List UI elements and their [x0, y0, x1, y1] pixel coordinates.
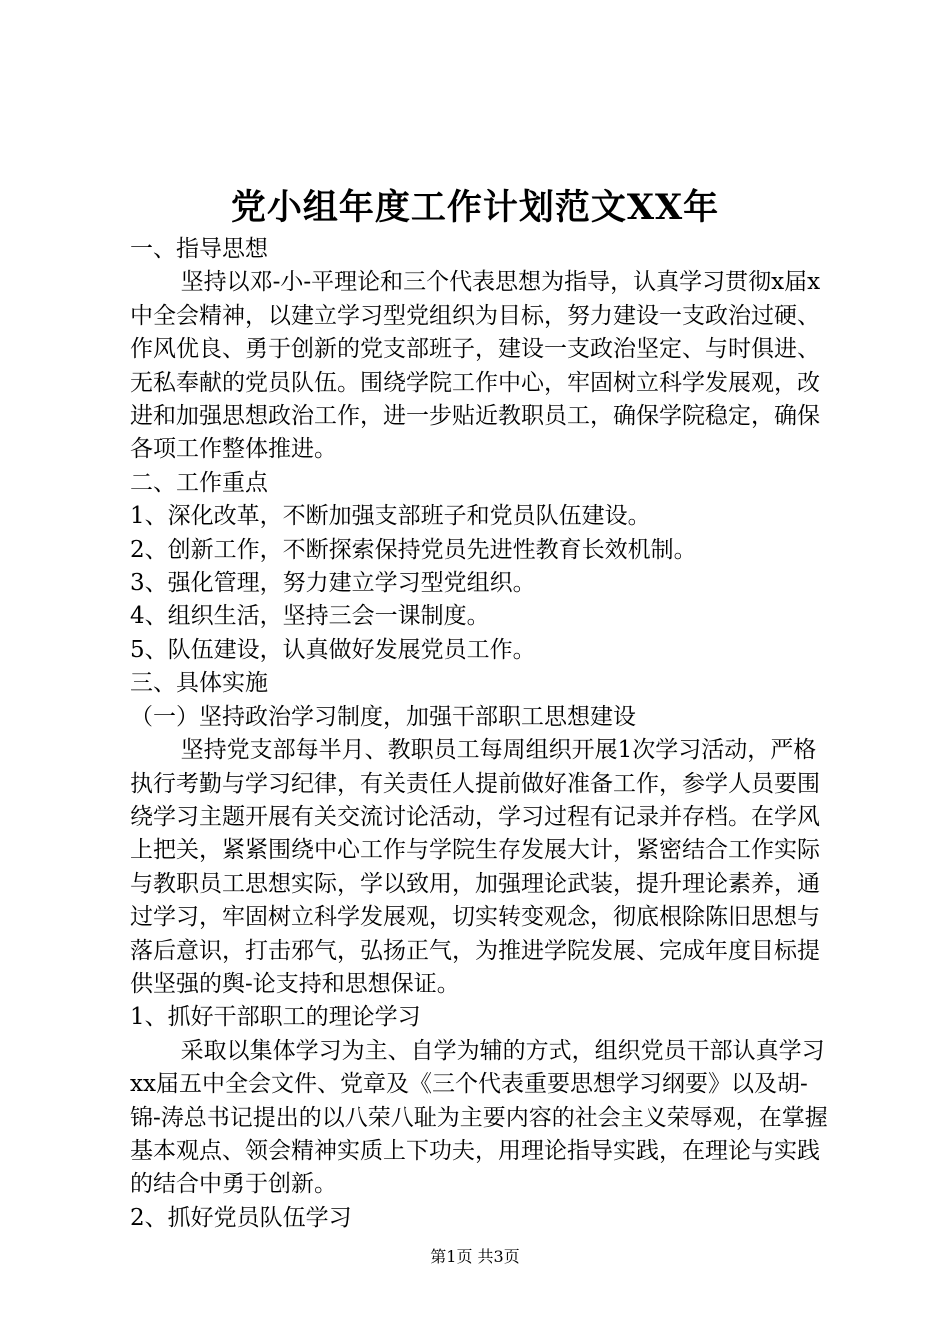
paragraph-theory-study: 采取以集体学习为主、自学为辅的方式，组织党员干部认真学习xx届五中全会文件、党章及《三个代表重要思想学习纲要》以及胡-锦-涛总书记提出的以八荣八耻为主要内容的社会主义荣辱观，在掌握基本观点、领会精神实质上下功夫，用理论指导实践，在理论与实践的结合中勇于创新。 [130, 1037, 828, 1198]
subheading-theory-study: 1、抓好干部职工的理论学习 [130, 1004, 421, 1031]
document-title: 党小组年度工作计划范文XX年 [230, 187, 720, 228]
list-item-focus-4: 4、组织生活，坚持三会一课制度。 [130, 603, 490, 630]
paragraph-political-study: 坚持党支部每半月、教职员工每周组织开展1次学习活动，严格执行考勤与学习纪律，有关责任人提前做好准备工作，参学人员要围绕学习主题开展有关交流讨论活动，学习过程有记录并存档。在学风上把关，紧紧围绕中心工作与学院生存发展大计，紧密结合工作实际与教职员工思想实际，学以致用，加强理论武装，提升理论素养，通过学习，牢固树立科学发展观，切实转变观念，彻底根除陈旧思想与落后意识，打击邪气，弘扬正气，为推进学院发展、完成年度目标提供坚强的舆-论支持和思想保证。 [130, 737, 820, 997]
page-footer: 第1页 共3页 [430, 1247, 520, 1266]
section-heading-guiding-ideology: 一、指导思想 [130, 236, 268, 262]
document-body [130, 233, 830, 1235]
subsection-heading-political-study: （一）坚持政治学习制度，加强干部职工思想建设 [130, 703, 636, 730]
list-item-focus-1: 1、深化改革，不断加强支部班子和党员队伍建设。 [130, 503, 651, 530]
list-item-focus-5: 5、队伍建设，认真做好发展党员工作。 [130, 636, 536, 663]
paragraph-guiding-ideology: 坚持以邓-小-平理论和三个代表思想为指导，认真学习贯彻x届x中全会精神，以建立学习型党组织为目标，努力建设一支政治过硬、作风优良、勇于创新的党支部班子，建设一支政治坚定、与时俱进、无私奉献的党员队伍。围绕学院工作中心，牢固树立科学发展观，改进和加强思想政治工作，进一步贴近教职员工，确保学院稳定，确保各项工作整体推进。 [130, 269, 821, 463]
section-heading-implementation: 三、具体实施 [130, 670, 268, 697]
list-item-focus-3: 3、强化管理，努力建立学习型党组织。 [130, 570, 536, 597]
subheading-member-study: 2、抓好党员队伍学习 [130, 1204, 352, 1231]
section-heading-work-focus: 二、工作重点 [130, 469, 268, 496]
list-item-focus-2: 2、创新工作，不断探索保持党员先进性教育长效机制。 [130, 536, 697, 563]
